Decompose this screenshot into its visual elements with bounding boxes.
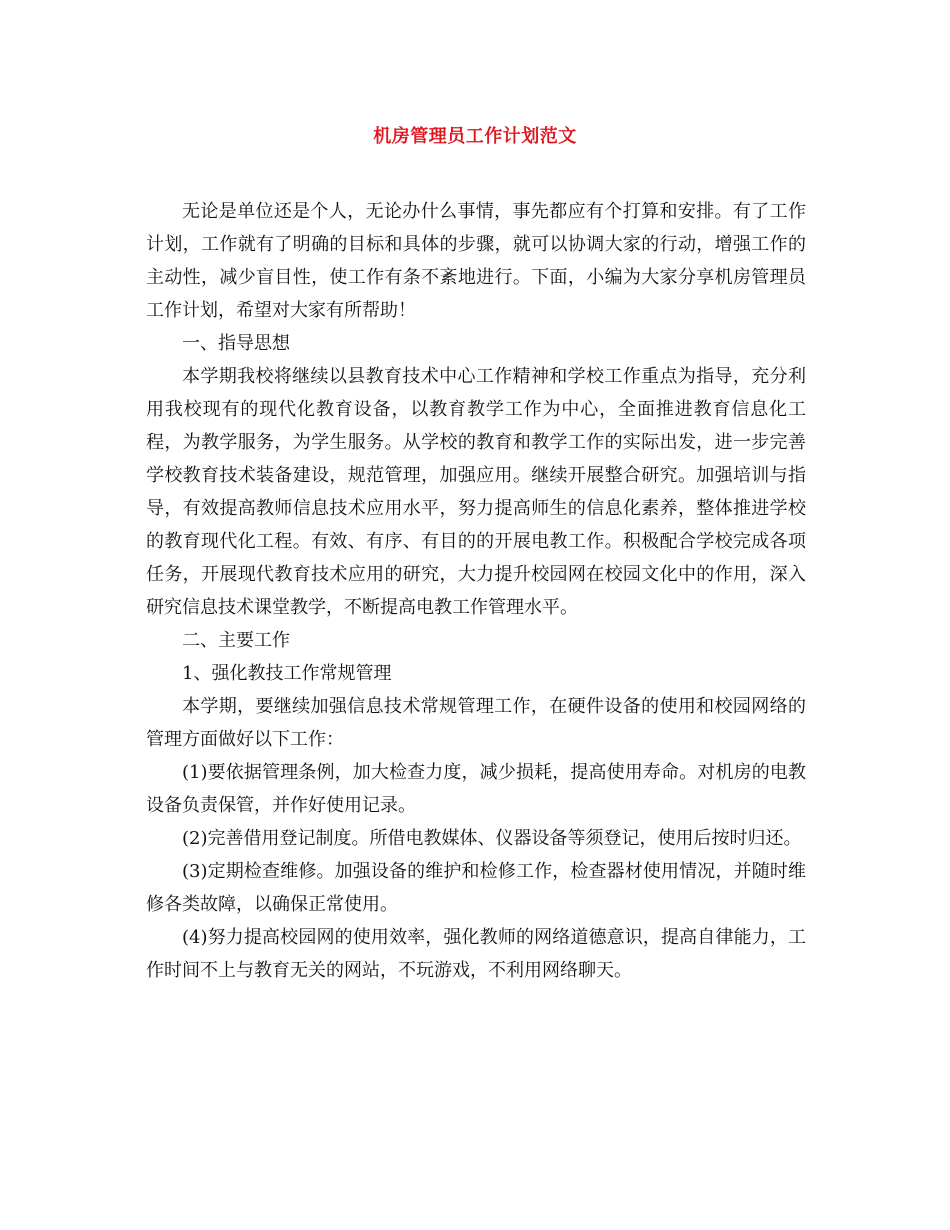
paragraph-routine-management: 本学期，要继续加强信息技术常规管理工作，在硬件设备的使用和校园网络的管理方面做好以下工作： bbox=[146, 696, 806, 750]
paragraph-intro: 无论是单位还是个人，无论办什么事情，事先都应有个打算和安排。有了工作计划，工作就有了明确的目标和具体的步骤，就可以协调大家的行动，增强工作的主动性，减少盲目性，使工作有条不紊地进行。下面，小编为大家分享机房管理员工作计划，希望对大家有所帮助！ bbox=[146, 201, 806, 321]
document-body bbox=[146, 195, 806, 987]
paragraph-guiding-thought: 本学期我校将继续以县教育技术中心工作精神和学校工作重点为指导，充分利用我校现有的现代化教育设备，以教育教学工作为中心，全面推进教育信息化工程，为教学服务，为学生服务。从学校的教育和教学工作的实际出发，进一步完善学校教育技术装备建设，规范管理，加强应用。继续开展整合研究。加强培训与指导，有效提高教师信息技术应用水平，努力提高师生的信息化素养，整体推进学校的教育现代化工程。有效、有序、有目的的开展电教工作。积极配合学校完成各项任务，开展现代教育技术应用的研究，大力提升校园网在校园文化中的作用，深入研究信息技术课堂教学，不断提高电教工作管理水平。 bbox=[146, 366, 806, 618]
subsection-heading-routine-management: 1、强化教技工作常规管理 bbox=[182, 663, 392, 684]
list-item-2: (2)完善借用登记制度。所借电教媒体、仪器设备等须登记，使用后按时归还。 bbox=[182, 828, 802, 849]
list-item-1: (1)要依据管理条例，加大检查力度，减少损耗，提高使用寿命。对机房的电教设备负责保管，并作好使用记录。 bbox=[146, 762, 806, 816]
section-heading-guiding-thought: 一、指导思想 bbox=[182, 333, 290, 354]
section-heading-main-work: 二、主要工作 bbox=[182, 630, 290, 651]
document-title: 机房管理员工作计划范文 bbox=[373, 126, 577, 147]
list-item-4: (4)努力提高校园网的使用效率，强化教师的网络道德意识，提高自律能力，工作时间不上与教育无关的网站，不玩游戏，不利用网络聊天。 bbox=[146, 927, 806, 981]
list-item-3: (3)定期检查维修。加强设备的维护和检修工作，检查器材使用情况，并随时维修各类故障，以确保正常使用。 bbox=[146, 861, 806, 915]
